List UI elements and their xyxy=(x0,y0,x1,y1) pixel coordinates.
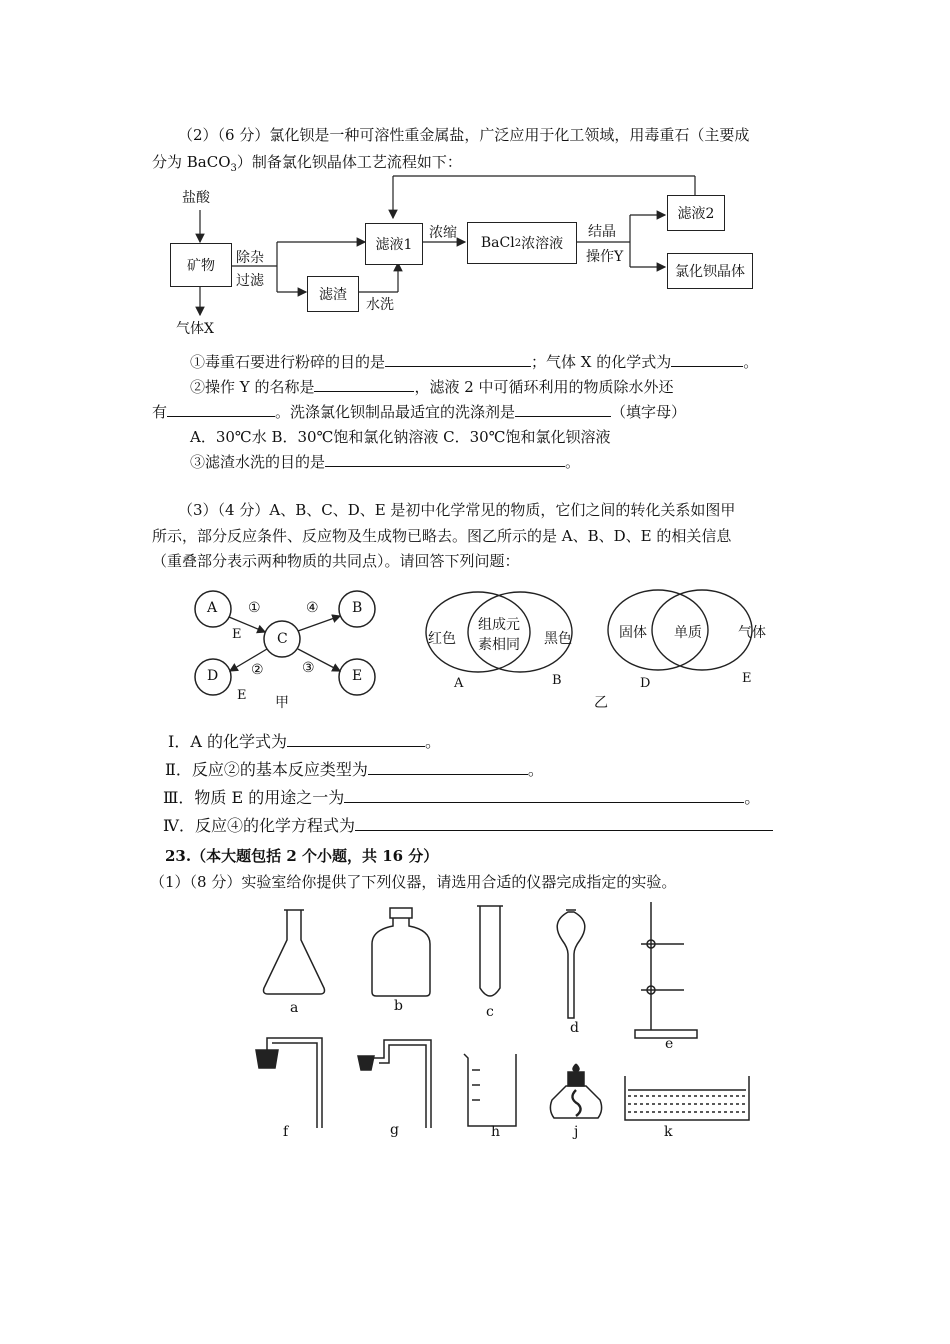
yi-gas: 气体 xyxy=(738,625,766,641)
apparatus-label-h: h xyxy=(491,1124,501,1140)
yi-red: 红色 xyxy=(428,631,456,647)
answer-blank[interactable] xyxy=(325,452,565,467)
jia-label-b: B xyxy=(352,600,363,616)
answer-blank[interactable] xyxy=(385,352,531,367)
jia-label-c: C xyxy=(277,631,288,647)
thistle-funnel-icon xyxy=(557,910,585,1018)
yi-label-e: E xyxy=(742,671,752,686)
jia-r4: ④ xyxy=(306,600,319,616)
q23-sub1: （1）（8 分）实验室给你提供了下列仪器，请选用合适的仪器完成指定的实验。 xyxy=(150,873,677,891)
iron-stand-icon xyxy=(635,902,697,1038)
q2-line2: 分为 BaCO$_3$）制备氯化钡晶体工艺流程如下： xyxy=(152,153,462,174)
flow-gas-x: 气体X xyxy=(176,321,214,337)
jia-e-upper: E xyxy=(232,627,242,642)
flow-residue-box: 滤渣 xyxy=(307,276,359,312)
q2-sub3: ③滤渣水洗的目的是 。 xyxy=(190,453,581,471)
q2-sub1: ①毒重石要进行粉碎的目的是 ；气体 X 的化学式为 。 xyxy=(190,353,759,371)
answer-blank[interactable] xyxy=(167,402,275,417)
yi-black: 黑色 xyxy=(544,631,572,647)
yi-simple: 单质 xyxy=(674,625,702,641)
yi-caption: 乙 xyxy=(594,695,608,711)
q3-ii: Ⅱ．反应②的基本反应类型为 。 xyxy=(165,760,544,779)
apparatus-label-k: k xyxy=(664,1124,673,1140)
jia-caption: 甲 xyxy=(275,695,289,711)
apparatus-label-f: f xyxy=(283,1124,289,1140)
q2-options: A．30℃水 B．30℃饱和氯化钠溶液 C．30℃饱和氯化钡溶液 xyxy=(190,428,611,446)
flow-wash: 水洗 xyxy=(366,297,394,313)
jia-label-e: E xyxy=(352,668,363,684)
flow-concentrate: 浓缩 xyxy=(429,225,457,241)
figure-yi xyxy=(410,585,790,685)
q2-sub2: ②操作 Y 的名称是 ，滤液 2 中可循环利用的物质除水外还 xyxy=(190,378,674,396)
water-trough-icon xyxy=(625,1076,749,1120)
q3-iv: Ⅳ．反应④的化学方程式为 xyxy=(163,816,773,836)
flow-filtrate2-box: 滤液2 xyxy=(667,195,725,231)
flow-crystal: 结晶 xyxy=(588,224,616,240)
jia-r2: ② xyxy=(251,662,264,678)
jia-label-a: A xyxy=(207,600,218,616)
q3-iii: Ⅲ．物质 E 的用途之一为 。 xyxy=(163,788,761,807)
jia-r3: ③ xyxy=(302,660,315,676)
q3-i: Ⅰ．A 的化学式为 。 xyxy=(168,732,441,751)
yi-common-2: 素相同 xyxy=(478,637,520,653)
q2-sub2-cont: 有 。洗涤氯化钡制品最适宜的洗涤剂是 （填字母） xyxy=(152,403,687,421)
yi-label-a: A xyxy=(454,676,464,691)
answer-blank[interactable] xyxy=(671,352,743,367)
answer-blank[interactable] xyxy=(355,816,773,831)
answer-blank[interactable] xyxy=(515,402,611,417)
apparatus-figure xyxy=(250,900,770,1140)
jia-label-d: D xyxy=(207,668,219,684)
q23-title: 23.（本大题包括 2 个小题，共 16 分） xyxy=(165,847,439,865)
flow-product-box: 氯化钡晶体 xyxy=(667,253,753,289)
yi-label-b: B xyxy=(552,673,562,688)
reagent-bottle-icon xyxy=(372,908,430,996)
apparatus-label-g: g xyxy=(390,1122,399,1138)
stopper-tube-icon-2 xyxy=(358,1040,431,1128)
jia-r1: ① xyxy=(248,600,261,616)
apparatus-label-d: d xyxy=(570,1020,579,1036)
flow-bacl2-box: BaCl 2 浓溶液 xyxy=(467,222,577,264)
yi-solid: 固体 xyxy=(619,625,647,641)
answer-blank[interactable] xyxy=(344,788,744,803)
answer-blank[interactable] xyxy=(368,760,528,775)
q3-line1: （3）（4 分）A、B、C、D、E 是初中化学常见的物质，它们之间的转化关系如图甲 xyxy=(178,501,736,519)
flow-filtrate1-box: 滤液1 xyxy=(365,223,423,265)
yi-common-1: 组成元 xyxy=(478,617,520,633)
conical-flask-icon xyxy=(264,910,325,994)
jia-e-lower: E xyxy=(237,688,247,703)
stopper-tube-icon xyxy=(256,1038,322,1128)
apparatus-label-a: a xyxy=(290,1000,299,1016)
test-tube-icon xyxy=(477,906,503,996)
flow-operation-y: 操作Y xyxy=(586,249,624,265)
apparatus-label-j: j xyxy=(574,1124,579,1140)
apparatus-label-e: e xyxy=(665,1036,674,1052)
q3-line2: 所示，部分反应条件、反应物及生成物已略去。图乙所示的是 A、B、D、E 的相关信息 xyxy=(152,527,732,545)
alcohol-lamp-icon xyxy=(550,1064,601,1118)
apparatus-label-b: b xyxy=(394,998,403,1014)
answer-blank[interactable] xyxy=(287,732,425,747)
flow-mineral-box: 矿物 xyxy=(170,243,232,287)
q3-line3: （重叠部分表示两种物质的共同点）。请回答下列问题： xyxy=(152,552,520,570)
apparatus-label-c: c xyxy=(486,1004,494,1020)
flow-hcl: 盐酸 xyxy=(182,190,210,206)
beaker-icon xyxy=(464,1054,516,1126)
flow-remove: 除杂 xyxy=(236,250,264,266)
q2-line1: （2）（6 分）氯化钡是一种可溶性重金属盐，广泛应用于化工领域，用毒重石（主要成 xyxy=(178,126,750,144)
flow-filter: 过滤 xyxy=(236,273,264,289)
yi-label-d: D xyxy=(640,676,651,691)
answer-blank[interactable] xyxy=(314,377,414,392)
